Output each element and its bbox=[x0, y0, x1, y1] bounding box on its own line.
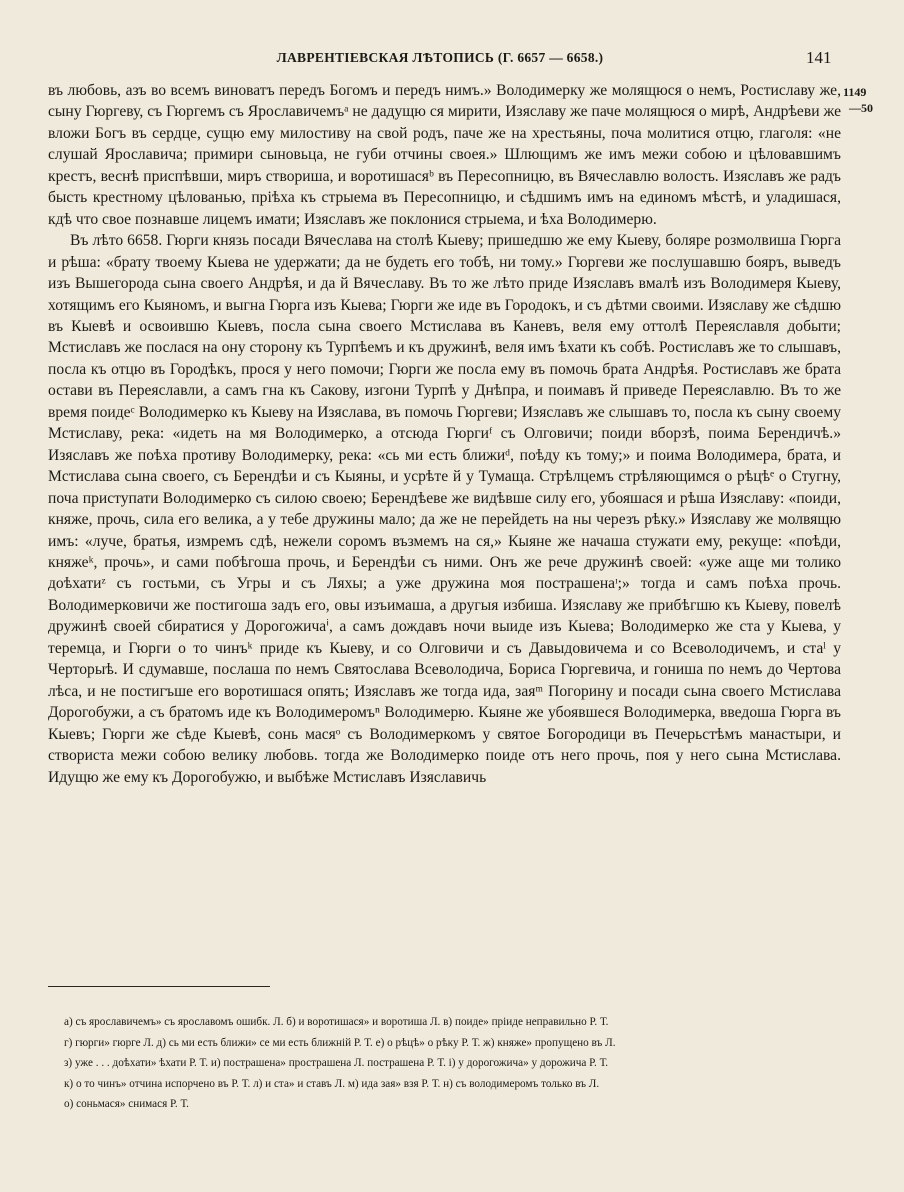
main-text bbox=[48, 80, 841, 788]
footnote-line: к) о то чинъ» отчина испорчено въ Р. Т. л) и ста» и ставъ Л. м) ида зая» взя Р. Т. н) съ володимеромъ только въ Л. bbox=[64, 1077, 600, 1090]
page-header bbox=[0, 50, 904, 70]
footnotes bbox=[64, 1012, 842, 1115]
footnote-line: а) съ ярославичемъ» съ ярославомъ ошибк. Л. б) и воротишася» и воротиша Л. в) поиде» прiиде неправильно Р. Т. bbox=[64, 1016, 609, 1028]
footnote-line: г) гюрги» гюрге Л. д) сь ми есть ближи» се ми есть ближнiй Р. Т. е) о рѣцѣ» о рѣку Р. Т. ж) княже» пропущено въ Л. bbox=[64, 1036, 616, 1049]
footnote-rule bbox=[48, 986, 270, 987]
paragraph-year-6658: Въ лѣто 6658. Гюрги князь посади Вячеслава на столѣ Кыеву; пришедшю же ему Кыеву, боляре розмолвиша Гюрга и рѣша: «брату твоему Кыева не удержати; да не будеть его тобѣ, ни тому.» Гюргеви же послушавшю бояръ, выведъ изъ Вышегорода сына своего Андрѣя, и да й Вячеславу. Въ то же лѣто приде Изяславъ вмалѣ изъ Володимеря Кыеву, хотящимъ его Кыяномъ, и выгна Гюрга изъ Кыева; Гюрги же иде въ Городокъ, и съ дѣтми своими. Изяславу же сѣдшю въ Кыевѣ и освоившю Кыевъ, посла сына своего Мстислава въ Каневъ, веля ему оттолѣ Переяславля добыти; Мстиславъ же послася на ону сторону къ Турпѣемъ и къ дружинѣ, веля имъ ѣхати къ собѣ. Ростиславъ же то слышавъ, посла къ отцю въ Городѣкъ, прося у него помочи; Гюрги же посла ему въ помочь брата Андрѣя. Ростиславъ же брата остави въ Переяславли, а самъ гна къ Сакову, изгони Турпѣ у Днѣпра, и поимавъ й приведе Переяславлю. Въ то же время поидеᶜ Володимерко къ Кыеву на Изяслава, въ помочь Гюргеви; Изяславъ же слышавъ то, посла къ сыну своему Мстиславу, река: «идеть на мя Володимерко, а отсюда Гюргиᶠ съ Олговичи; поиди вборзѣ, поима Берендичѣ.» Изяславъ же поѣха противу Володимерку, река: «сь ми есть ближиᵈ, поѣду къ тому;» и поима Володимера, брата, и Мстислава сына своего, съ Берендѣи и съ Кыяны, и усрѣте й у Тумаща. Стрѣлцемъ стрѣляющимся о рѣцѣᵉ о Стугну, поча приступати Володимерко съ силою своею; Берендѣеве же видѣвше силу его, убояшася и рѣша Изяславу: «поиди, княже, прочь, сила его велика, а у тебе дружины мало; да же не перейдеть на ны черезъ рѣку.» Изяславу же молвящю имъ: «луче, братья, измремъ сдѣ, нежели соромъ възмемъ на ся,» Кыяне же начаша стужати ему, рекуще: «поѣди, княжеᵏ, прочь», и сами побѣгоша прочь, и Берендѣи съ ними. Онъ же рече дружинѣ своей: «уже аще ми толико доѣхатиᶻ съ гостьми, съ Угры и съ Ляхы; а уже дружина моя пострашенаᶦ;» тогда и самъ поѣха прочь. Володимерковичи же постигоша задъ его, овы изъимаша, а другыя избиша. Изяславу же прибѣгшю къ Кыеву, повелѣ дружинѣ своей сбиратися у Дорогожичаⁱ, а самъ дождавъ ночи выиде изъ Кыева; Володимерко же ста у Кыева, у теремца, и Гюрги о то чинъᵏ приде къ Кыеву, и со Олговичи и съ Давыдовичема и со Всеволодичемъ, и стаˡ у Черторыѣ. И сдумавше, послаша по немъ Святослава Всеволодича, Бориса Гюргевича, и гониша по немъ до Чертова лѣса, и не постигъше его воротишася опять; Изяславъ же тогда ида, заяᵐ Погорину и посади сына своего Мстислава Дорогобужи, а съ братомъ иде къ Володимеромъⁿ Володимерю. Кыяне же убоявшеся Володимерка, введоша Гюрга въ Кыевъ; Гюрги же сѣде Кыевѣ, сонь масяᵒ съ Володимеркомъ у святое Богородици въ Печерьстѣмъ манастыри, и створиста межи собою велику любовь. тогда же Володимерко поиде отъ него прочь, поя у него сына Мстислава. Идущю же ему къ Дорогобужю, и выбѣже Мстиславъ Изяславичь bbox=[48, 232, 841, 786]
margin-year-end: —50 bbox=[849, 101, 873, 115]
margin-year-start: 1149 bbox=[843, 85, 867, 99]
footnote-line: з) уже . . . доѣхати» ѣхати Р. Т. и) пострашена» прострашена Л. пострашена Р. Т. i) у дорогожича» у дорожича Р. Т. bbox=[64, 1057, 609, 1069]
running-title: ЛАВРЕНТІЕВСКАЯ ЛѢТОПИСЬ (Г. 6657 — 6658.) bbox=[276, 50, 604, 65]
page-number: 141 bbox=[806, 48, 832, 67]
footnote-line: о) соньмася» снимася Р. Т. bbox=[64, 1098, 189, 1110]
margin-year-note bbox=[843, 84, 903, 116]
paragraph-continued: въ любовь, азъ во всемъ виноватъ передъ Богомъ и передъ нимъ.» Володимерку же молящюся о немъ, Ростиславу же, сыну Гюргеву, съ Гюргемъ съ Ярославичемъᵃ не дадущю ся мирити, Изяславу же паче молящюся о мирѣ, Андрѣеви же вложи Богъ въ сердце, сущю ему милостиву на свой родъ, паче же на хрестьяны, поча молитися отцю, глаголя: «не слушай Ярославича; примири сыновьца, не губи отчины своея.» Шлющимъ же имъ межи собою и цѣловавшимъ крестъ, веснѣ приспѣвши, миръ створиша, и воротишасяᵇ въ Пересопницю, въ Вячеславлю волость. Изяславъ же радъ бысть крестному цѣлованью, прiѣха къ стрыема въ Пересопницю, и сѣдшимъ имъ на единомъ мѣстѣ, и уладишася, кдѣ что свое познавше лицемъ имати; Изяславъ же поклонися стрыема, и ѣха Володимерю. bbox=[48, 82, 841, 228]
